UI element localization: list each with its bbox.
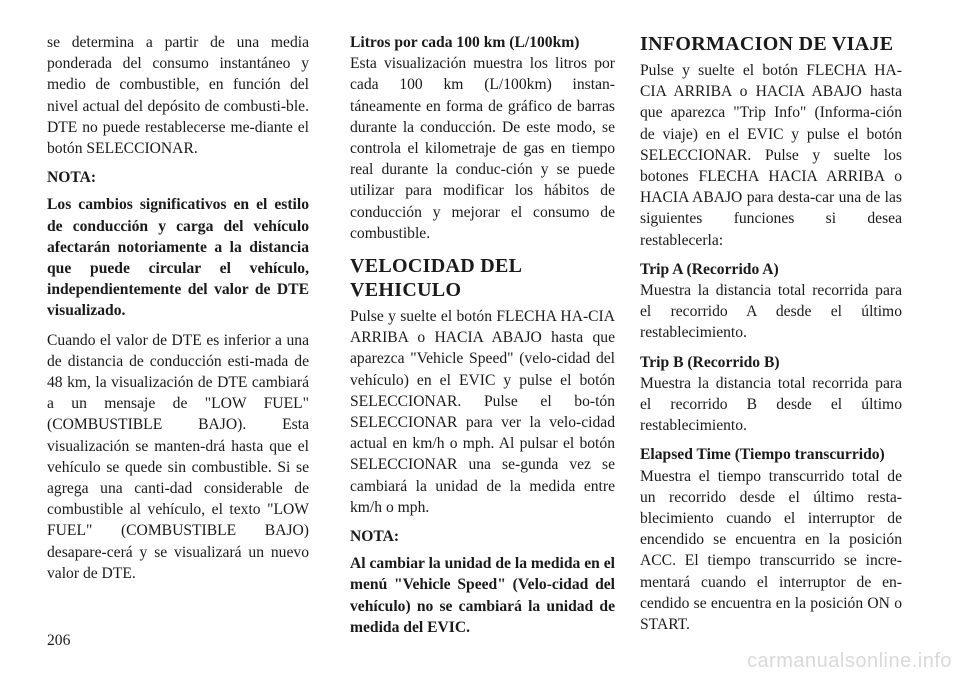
heading-vehicle-speed: VELOCIDAD DEL VEHICULO <box>350 255 522 302</box>
column-middle <box>350 32 615 646</box>
subheading-elapsed-time: Elapsed Time (Tiempo transcurrido) <box>640 446 885 464</box>
note-driving-style: Los cambios significativos en el estilo de conducción y carga del vehículo afectarán notoriamente a la distancia que puede circular el vehículo, independientemente del valor de DTE visualizado. <box>47 196 309 320</box>
paragraph-liters-per-100km: Esta visualización muestra los litros por cada 100 km (L/100km) instan-táneamente en forma de gráfico de barras durante la conducción. De este modo, se controla el kilometraje de gas en tiempo real durante la conduc-ción y se puede utilizar para modificar los hábitos de conducción y mejorar el consumo de combustible. <box>350 55 615 242</box>
paragraph-trip-b: Muestra la distancia total recorrida para el recorrido B desde el último restablecimiento. <box>640 374 902 435</box>
paragraph-trip-info: Pulse y suelte el botón FLECHA HA-CIA ARRIBA o HACIA ABAJO hasta que aparezca "Trip Info" (Informa-ción de viaje) en el EVIC y pulse el botón SELECCIONAR. Pulse y suelte los botones FLECHA HACIA ARRIBA o HACIA ABAJO para desta-car una de las siguientes funciones si desea restablecerla: <box>640 62 902 249</box>
paragraph-elapsed-time: Muestra el tiempo transcurrido total de un recorrido desde el último resta-blecimiento cuando el interruptor de encendido se encuentra en la posición ACC. El tiempo transcurrido se incre-mentará cuando el interruptor de en-cendido se encuentra en la posición ON o START. <box>640 467 902 634</box>
note-unit-change: Al cambiar la unidad de la medida en el menú "Vehicle Speed" (Velo-cidad del vehículo) no se cambiará la unidad de medida del EVIC. <box>350 555 615 636</box>
note-label: NOTA: <box>350 528 400 546</box>
watermark: carmanualsonline.info <box>746 650 952 672</box>
paragraph-low-fuel: Cuando el valor de DTE es inferior a una de distancia de conducción esti-mada de 48 km, la visualización de DTE cambiará a un mensaje de "LOW FUEL" (COMBUSTIBLE BAJO). Esta visualización se manten-drá hasta que el vehículo se quede sin combustible. Si se agrega una canti-dad considerable de combustible al vehículo, el texto "LOW FUEL" (COMBUSTIBLE BAJO) desapare-cerá y se visualizará un nuevo valor de DTE. <box>47 331 309 582</box>
column-right <box>640 32 902 643</box>
paragraph-dte-calculation: se determina a partir de una media ponderada del consumo instantáneo y medio de combustible, en función del nivel actual del depósito de combusti-ble. DTE no puede restablecerse me-diante el botón SELECCIONAR. <box>47 34 309 158</box>
paragraph-vehicle-speed: Pulse y suelte el botón FLECHA HA-CIA ARRIBA o HACIA ABAJO hasta que aparezca "Vehicle Speed" (velo-cidad del vehículo) en el EVIC y pulse el botón SELECCIONAR. Pulse el bo-tón SELECCIONAR para ver la velo-cidad actual en km/h o mph. Al pulsar el botón SELECCIONAR una se-gunda vez se cambiará la unidad de la medida entre km/h o mph. <box>350 308 615 516</box>
subheading-trip-b: Trip B (Recorrido B) <box>640 353 780 371</box>
subheading-liters-per-100km: Litros por cada 100 km (L/100km) <box>350 34 580 51</box>
paragraph-trip-a: Muestra la distancia total recorrida para el recorrido A desde el último restablecimiento. <box>640 282 902 342</box>
subheading-trip-a: Trip A (Recorrido A) <box>640 260 779 278</box>
column-left <box>47 32 309 592</box>
heading-trip-info: INFORMACION DE VIAJE <box>640 33 894 55</box>
note-label: NOTA: <box>47 169 97 187</box>
page-number: 206 <box>47 632 71 649</box>
